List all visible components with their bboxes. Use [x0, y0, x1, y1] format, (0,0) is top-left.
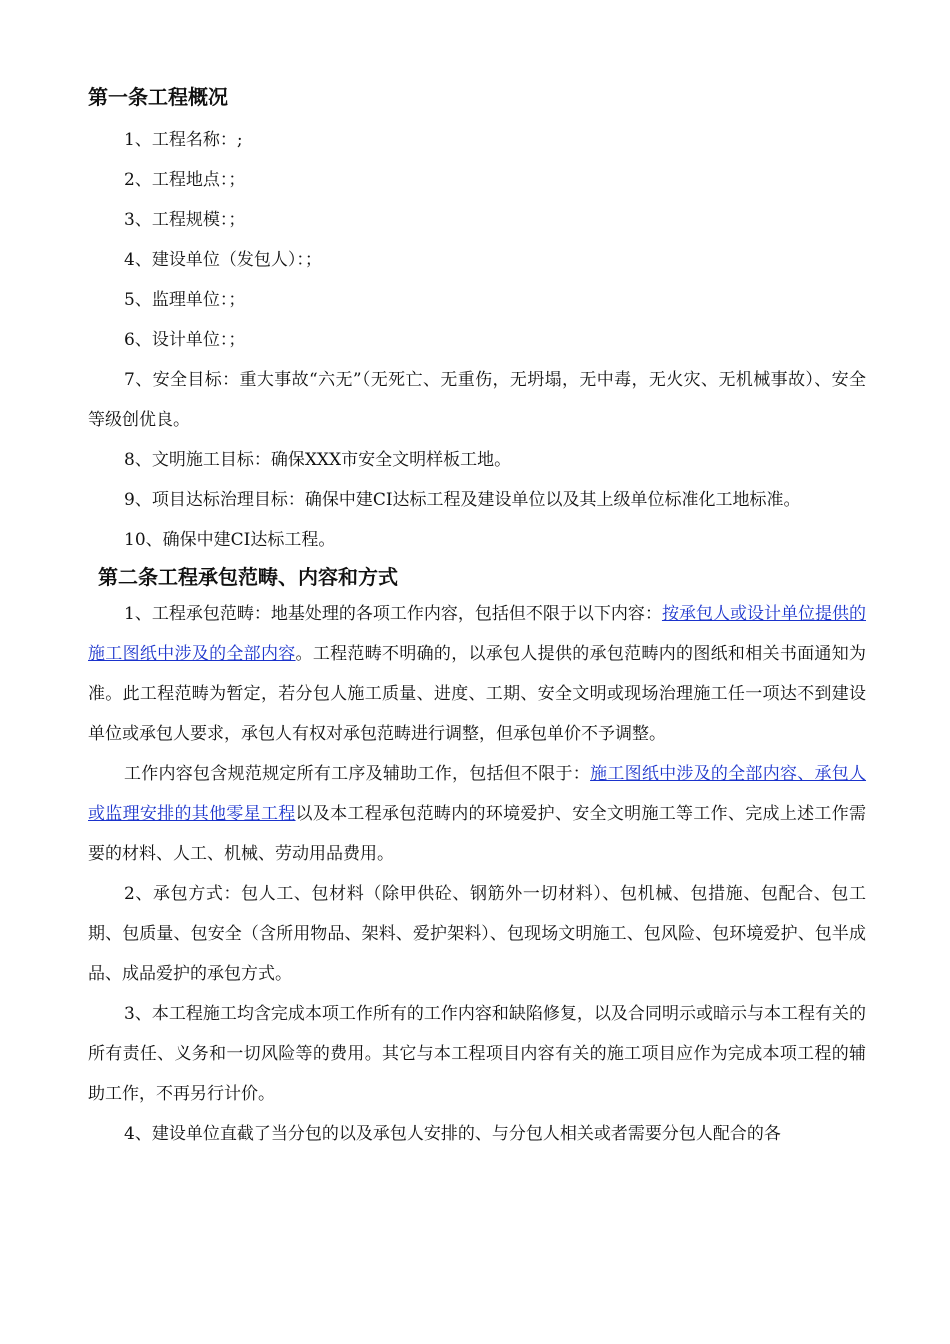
item-9: 9、项目达标治理目标：确保中建CI达标工程及建设单位以及其上级单位标准化工地标准。: [124, 490, 801, 510]
document-page: [88, 80, 866, 1154]
item-3: 3、工程规模：；: [124, 210, 246, 230]
section-1-heading: 第一条工程概况: [88, 85, 228, 109]
item-10: 10、确保中建CI达标工程。: [124, 530, 336, 550]
cost-inclusion-paragraph: 3、本工程施工均含完成本项工作所有的工作内容和缺陷修复，以及合同明示或暗示与本工程有关的所有责任、义务和一切风险等的费用。其它与本工程项目内容有关的施工项目应作为完成本项工程的辅助工作，不再另行计价。: [88, 1004, 866, 1104]
scope-text-before: 1、工程承包范畴：地基处理的各项工作内容，包括但不限于以下内容：: [124, 604, 662, 624]
item-2: 2、工程地点：；: [124, 170, 246, 190]
item-6: 6、设计单位：；: [124, 330, 246, 350]
scope-text-after: 。工程范畴不明确的，以承包人提供的承包范畴内的图纸和相关书面通知为准。此工程范畴为暂定，若分包人施工质量、进度、工期、安全文明或现场治理施工任一项达不到建设单位或承包人要求，承包人有权对承包范畴进行调整，但承包单价不予调整。: [88, 644, 867, 744]
item-8: 8、文明施工目标：确保XXX市安全文明样板工地。: [124, 450, 512, 470]
work-content-after: 以及本工程承包范畴内的环境爱护、安全文明施工等工作、完成上述工作需要的材料、人工、机械、劳动用品费用。: [88, 804, 867, 864]
section-2-heading: 第二条工程承包范畴、内容和方式: [98, 565, 398, 589]
item-5: 5、监理单位：；: [124, 290, 246, 310]
item-7: 7、安全目标：重大事故“六无”（无死亡、无重伤，无坍塌，无中毒，无火灾、无机械事故）、安全等级创优良。: [88, 370, 866, 430]
scope-link[interactable]: 按承包人或设计单位提供的施工图纸中涉及的全部内容: [88, 604, 866, 664]
work-content-link[interactable]: 施工图纸中涉及的全部内容、承包人或监理安排的其他零星工程: [88, 764, 867, 824]
work-content-paragraph: [88, 754, 866, 874]
item-4: 4、建设单位（发包人）：；: [124, 250, 322, 270]
contract-method-paragraph: 2、承包方式：包人工、包材料（除甲供砼、钢筋外一切材料）、包机械、包措施、包配合、包工期、包质量、包安全（含所用物品、架料、爱护架料）、包现场文明施工、包风险、包环境爱护、包半成品、成品爱护的承包方式。: [88, 884, 866, 984]
work-content-before: 工作内容包含规范规定所有工序及辅助工作，包括但不限于：: [124, 764, 591, 784]
scope-paragraph: [88, 594, 866, 754]
item-1: 1、工程名称：;: [124, 130, 243, 150]
owner-subcontract-paragraph: 4、建设单位直截了当分包的以及承包人安排的、与分包人相关或者需要分包人配合的各: [124, 1124, 781, 1144]
